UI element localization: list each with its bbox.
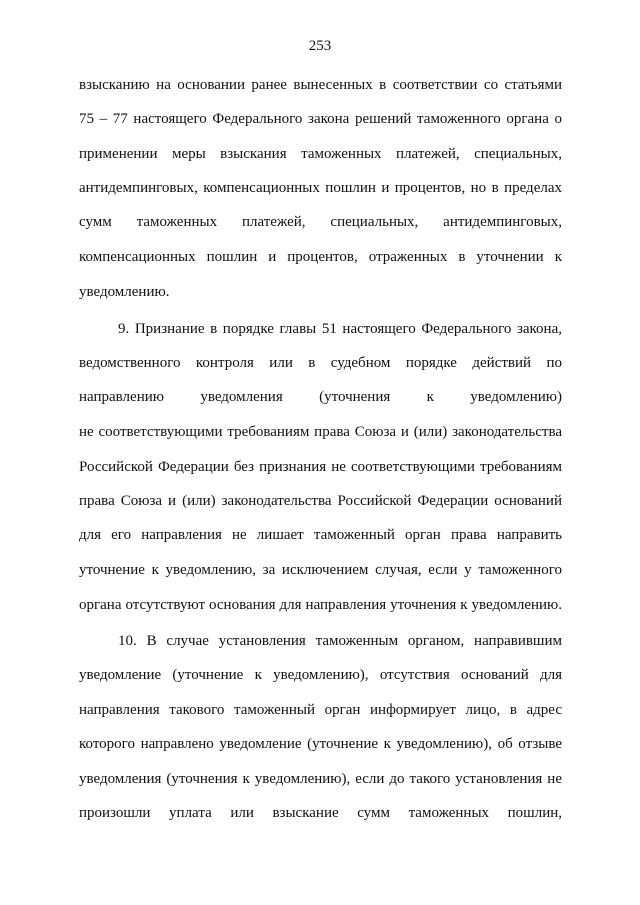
text-line-4: антидемпинговых, компенсационных пошлин и процентов, но в пределах: [79, 180, 562, 196]
text-line-1: взысканию на основании ранее вынесенных в соответствии со статьями: [79, 77, 562, 93]
text-line-20: которого направлено уведомление (уточнение к уведомлению), об отзыве: [79, 736, 562, 752]
paragraph-10-first-line: 10. В случае установления таможенным органом, направившим: [118, 633, 562, 649]
paragraph-9-first-line: 9. Признание в порядке главы 51 настоящего Федерального закона,: [118, 321, 562, 337]
text-line-12: Российской Федерации без признания не соответствующими требованиям: [79, 459, 562, 475]
text-line-16: органа отсутствуют основания для направления уточнения к уведомлению.: [79, 597, 562, 613]
text-line-15: уточнение к уведомлению, за исключением случая, если у таможенного: [79, 562, 562, 578]
text-line-22: произошли уплата или взыскание сумм таможенных пошлин,: [79, 805, 562, 821]
text-line-11: не соответствующими требованиям права Союза и (или) законодательства: [79, 424, 562, 440]
text-line-7: уведомлению.: [79, 284, 170, 300]
text-line-5: сумм таможенных платежей, специальных, антидемпинговых,: [79, 214, 562, 230]
text-line-13: права Союза и (или) законодательства Российской Федерации оснований: [79, 493, 562, 509]
text-line-18: уведомление (уточнение к уведомлению), отсутствия оснований для: [79, 667, 562, 683]
text-line-21: уведомления (уточнения к уведомлению), если до такого установления не: [79, 771, 562, 787]
text-line-2: 75 – 77 настоящего Федерального закона решений таможенного органа о: [79, 111, 562, 127]
text-line-19: направления такового таможенный орган информирует лицо, в адрес: [79, 702, 562, 718]
text-line-9: ведомственного контроля или в судебном порядке действий по: [79, 355, 562, 371]
text-line-3: применении меры взыскания таможенных платежей, специальных,: [79, 146, 562, 162]
text-line-14: для его направления не лишает таможенный орган права направить: [79, 527, 562, 543]
text-line-6: компенсационных пошлин и процентов, отраженных в уточнении к: [79, 249, 562, 265]
page-number: 253: [308, 38, 332, 54]
text-line-10: направлению уведомления (уточнения к уведомлению): [79, 389, 562, 405]
